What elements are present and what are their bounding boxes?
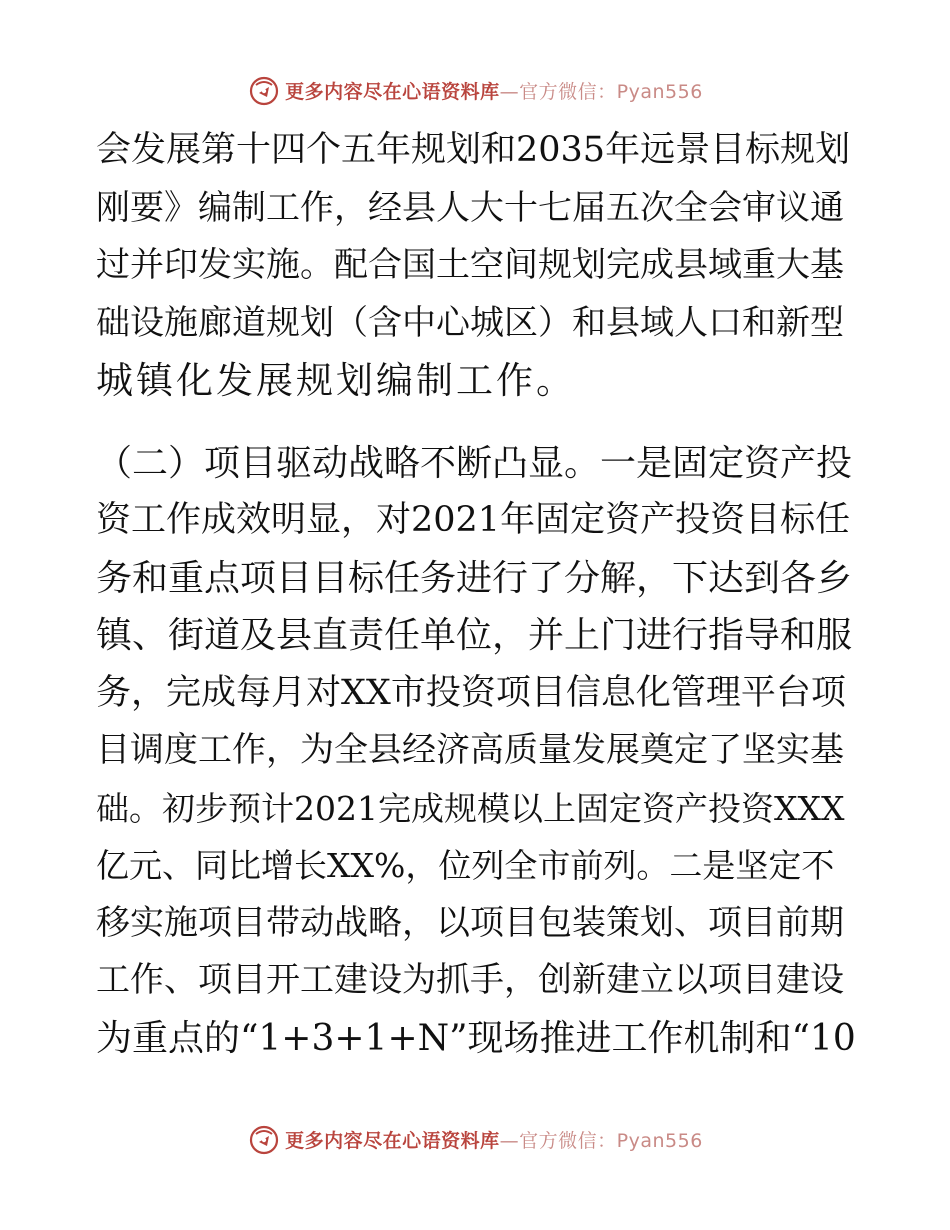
text-line: 镇、街道及县直责任单位，并上门进行指导和服: [96, 615, 853, 656]
text-line: 过并印发实施。配合国土空间规划完成县域重大基: [96, 245, 844, 285]
text-line: 础。初步预计2021完成规模以上固定资产投资XXX: [96, 788, 845, 828]
document-body: [96, 122, 856, 1067]
text-line: 目调度工作，为全县经济高质量发展奠定了坚实基: [96, 730, 844, 770]
text-line: 亿元、同比增长XX%，位列全市前列。二是坚定不: [96, 846, 835, 885]
logo-icon: [247, 1122, 281, 1156]
text-line: （二）项目驱动战略不断凸显。一是固定资产投: [96, 442, 853, 484]
paragraph-1: [96, 122, 856, 410]
footer-watermark-text: 更多内容尽在心语资料库—官方微信：Pyan556: [285, 1129, 703, 1152]
header-watermark-text: 更多内容尽在心语资料库—官方微信：Pyan556: [285, 80, 703, 103]
text-line: 为重点的“1+3+1+N”现场推进工作机制和“10: [96, 1017, 856, 1059]
text-line: 会发展第十四个五年规划和2035年远景目标规划: [96, 130, 851, 170]
text-line: 工作、项目开工建设为抓手，创新建立以项目建设: [96, 960, 844, 1000]
header-watermark: [0, 70, 950, 110]
footer-watermark: [0, 1119, 950, 1159]
text-line: 城镇化发展规划编制工作。: [96, 359, 576, 402]
logo-icon: [247, 73, 281, 107]
text-line: 移实施项目带动战略，以项目包装策划、项目前期: [96, 902, 844, 943]
text-line: 务和重点项目目标任务进行了分解，下达到各乡: [96, 557, 853, 599]
text-line: 资工作成效明显，对2021年固定资产投资目标任: [96, 500, 851, 540]
text-line: 刚要》编制工作，经县人大十七届五次全会审议通: [96, 187, 844, 228]
paragraph-2: [96, 435, 856, 1068]
text-line: 础设施廊道规划（含中心城区）和县域人口和新型: [96, 302, 844, 343]
text-line: 务，完成每月对XX市投资项目信息化管理平台项: [96, 672, 846, 713]
